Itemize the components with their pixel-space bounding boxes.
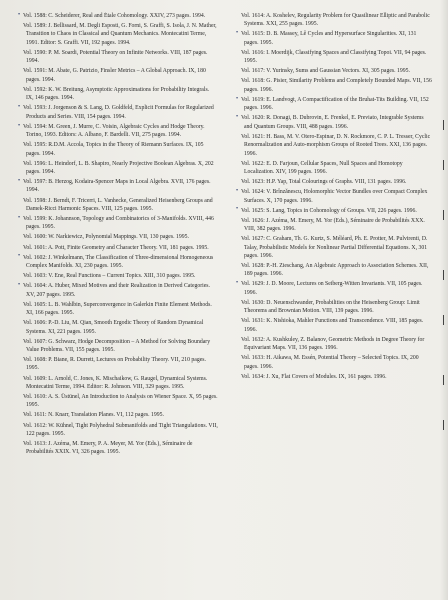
catalog-entry xyxy=(236,160,432,177)
catalog-entry xyxy=(18,141,218,158)
catalog-entry xyxy=(18,160,218,177)
catalog-entry xyxy=(18,422,218,439)
catalog-entry xyxy=(236,373,432,381)
entry-text: Vol. 1601: A. Pott, Finite Geometry and Character Theory. VII, 181 pages. 1995. xyxy=(23,244,209,251)
bullet-mark-icon: • xyxy=(18,122,21,129)
entry-text: Vol. 1623: H.P. Yap, Total Colourings of Graphs. VIII, 131 pages. 1996. xyxy=(241,179,407,186)
entry-text: Vol. 1589: J. Bellissard, M. Degli Esposti, G. Forni, S. Graffi, S. Isola, J. N. Mather, Transition to Chaos in Classical and Quantum Mechanics. Montecatini Terme, 1991. Editor: S. Graffi. VII, 192 pages. 1994. xyxy=(23,23,217,46)
catalog-entry xyxy=(18,104,218,121)
bullet-mark-icon: • xyxy=(18,104,21,111)
entry-text: Vol. 1590: P. M. Soardi, Potential Theory on Infinite Networks. VIII, 187 pages. 1994. xyxy=(23,49,208,65)
entry-text: Vol. 1612: W. Kühnel, Tight Polyhedral Submanifolds and Tight Triangulations. VII, 122 pages. 1995. xyxy=(23,422,218,437)
entry-text: Vol. 1619: E. Landvogt, A Compactification of the Bruhat-Tits Building. VII, 152 pages. 1996. xyxy=(241,96,429,112)
entry-text: Vol. 1618: G. Pisier, Similarity Problems and Completely Bounded Maps. VII, 156 pages. 1996. xyxy=(241,78,432,93)
bullet-mark-icon: • xyxy=(18,177,21,184)
catalog-entry xyxy=(18,356,218,373)
catalog-entry xyxy=(18,178,218,195)
catalog-entry xyxy=(236,299,432,316)
bullet-mark-icon: • xyxy=(236,188,239,194)
bullet-mark-icon: • xyxy=(236,114,239,121)
catalog-entry xyxy=(236,280,432,297)
entry-text: Vol. 1600: W. Narkiewicz, Polynomial Mappings. VII, 130 pages. 1995. xyxy=(23,234,189,241)
catalog-entry xyxy=(18,22,218,47)
catalog-entry xyxy=(18,86,218,103)
catalog-entry xyxy=(236,235,432,260)
bullet-mark-icon: • xyxy=(18,253,21,260)
entry-text: Vol. 1631: K. Nishioka, Mahler Functions and Transcendence. VIII, 185 pages. 1996. xyxy=(241,318,424,333)
entry-text: Vol. 1606: P.-D. Liu, M. Qian, Smooth Ergodic Theory of Random Dynamical Systems. XI, 221 pages. 1995. xyxy=(23,320,204,335)
entry-text: Vol. 1599: K. Johannson, Topology and Combinatorics of 3-Manifolds. XVIII, 446 pages. 1995. xyxy=(23,215,214,231)
catalog-entry xyxy=(18,272,218,280)
entry-text: Vol. 1628: P.-H. Zieschang, An Algebraic Approach to Association Schemes. XII, 189 pages. 1996. xyxy=(241,263,429,278)
catalog-entry xyxy=(18,123,218,140)
entry-text: Vol. 1595: R.D.M. Accola, Topics in the Theory of Riemann Surfaces. IX, 105 pages. 1994. xyxy=(23,142,204,157)
entry-text: Vol. 1610: A. S. Üstünel, An Introduction to Analysis on Wiener Space. X, 95 pages. 1995. xyxy=(23,393,218,409)
entry-text: Vol. 1626: J. Azéma, M. Emery, M. Yor (Eds.), Séminaire de Probabilités XXX. VIII, 382 pages. 1996. xyxy=(241,217,425,233)
entry-text: Vol. 1614: A. Koshelev, Regularity Problem for Quasilinear Elliptic and Parabolic Systems. XXI, 255 pages. 1995. xyxy=(241,13,430,28)
entry-text: Vol. 1633: H. Aikawa, M. Essén, Potential Theory – Selected Topics. IX, 200 pages. 1996. xyxy=(241,355,419,370)
bullet-mark-icon: • xyxy=(236,280,239,287)
catalog-entry xyxy=(18,440,218,457)
entry-text: Vol. 1625: S. Lang, Topics in Cohomology of Groups. VII, 226 pages. 1996. xyxy=(241,207,417,214)
entry-text: Vol. 1594: M. Green, J. Murre, C. Voisin, Algebraic Cycles and Hodge Theory. Torino, 1993. Editors: A. Albano, F. Bardelli. VII, 275 pages. 1994. xyxy=(23,123,205,139)
catalog-entry xyxy=(18,12,218,20)
entry-text: Vol. 1596: L. Heindorf, L. B. Shapiro, Nearly Projective Boolean Algebras. X, 202 pages. 1994. xyxy=(23,160,214,175)
bullet-mark-icon: • xyxy=(236,30,239,37)
entry-text: Vol. 1627: C. Graham, Th. G. Kurtz, S. Méléard, Ph. E. Protter, M. Pulvirenti, D. Talay, Probabilistic Models for Nonlinear Partial Differential Equations. X, 301 pages. 1996. xyxy=(241,236,428,259)
entry-text: Vol. 1617: V. Yurinsky, Sums and Gaussian Vectors. XI, 305 pages. 1995. xyxy=(241,68,410,75)
entry-text: Vol. 1630: D. Neuenschwander, Probabilities on the Heisenberg Group: Limit Theorems and Brownian Motion. VIII, 139 pages. 1996. xyxy=(241,299,420,315)
catalog-entry xyxy=(236,30,432,47)
bullet-mark-icon: • xyxy=(18,12,21,18)
catalog-entry xyxy=(236,317,432,334)
entry-text: Vol. 1632: A. Kushkuley, Z. Balanov, Geometric Methods in Degree Theory for Equivariant Maps. VII, 136 pages. 1996. xyxy=(241,336,425,352)
entry-text: Vol. 1607: G. Schwarz, Hodge Decomposition – A Method for Solving Boundary Value Problems. VII, 155 pages. 1995. xyxy=(23,338,211,353)
entry-text: Vol. 1588: C. Scheiderer, Real and Étale Cohomology. XXIV, 273 pages. 1994. xyxy=(23,13,206,19)
catalog-entry xyxy=(236,133,432,158)
entry-text: Vol. 1620: R. Donagi, B. Dubrovin, E. Frenkel, E. Previato, Integrable Systems and Quantum Groups. VIII, 488 pages. 1996. xyxy=(241,115,424,130)
catalog-entry xyxy=(18,282,218,299)
right-column xyxy=(236,12,432,600)
catalog-entry xyxy=(236,67,432,75)
left-column xyxy=(18,12,218,600)
catalog-entry xyxy=(236,207,432,215)
catalog-entry xyxy=(18,215,218,232)
catalog-entry xyxy=(18,411,218,419)
catalog-entry xyxy=(236,178,432,186)
entry-text: Vol. 1621: H. Bass, M. V. Otero-Espinar, D. N. Rockmore, C. P. L. Tresser, Cyclic Renormalization and Auto-morphism Groups of Rooted Trees. XXI, 136 pages. 1996. xyxy=(241,133,431,157)
bullet-mark-icon: • xyxy=(18,214,21,221)
bullet-mark-icon: • xyxy=(18,282,21,289)
entry-text: Vol. 1603: V. Ene, Real Functions – Current Topics. XIII, 310 pages. 1995. xyxy=(23,273,196,280)
entry-text: Vol. 1604: A. Huber, Mixed Motives and their Realization in Derived Categories. XV, 207 pages. 1995. xyxy=(23,283,210,298)
catalog-entry xyxy=(236,12,432,29)
bullet-mark-icon: • xyxy=(236,95,239,102)
catalog-entry xyxy=(18,197,218,214)
entry-text: Vol. 1634: J. Xu, Flat Covers of Modules. IX, 161 pages. 1996. xyxy=(241,373,387,380)
catalog-entry xyxy=(18,319,218,336)
catalog-entry xyxy=(236,77,432,94)
entry-text: Vol. 1622: E. D. Farjoun, Cellular Spaces, Null Spaces and Homotopy Localization. XIV, 199 pages. 1996. xyxy=(241,160,403,175)
catalog-entry xyxy=(18,338,218,355)
entry-text: Vol. 1591: M. Abate, G. Patrizio, Finsler Metrics – A Global Approach. IX, 180 pages. 1994. xyxy=(23,68,206,83)
entry-text: Vol. 1592: K. W. Breitung, Asymptotic Approximations for Probability Integrals. IX, 146 pages. 1994. xyxy=(23,86,210,102)
entry-text: Vol. 1615: D. B. Massey, Lê Cycles and Hypersurface Singularities. XI, 131 pages. 1995. xyxy=(241,31,417,46)
entry-text: Vol. 1598: J. Berndt, F. Tricerri, L. Vanhecke, Generalized Heisenberg Groups and Damek-Ricci Harmonic Spaces. VIII, 125 pages. 1995. xyxy=(23,197,213,212)
bullet-mark-icon: • xyxy=(236,206,239,213)
entry-text: Vol. 1613: J. Azéma, M. Emery, P. A. Meyer, M. Yor (Eds.), Séminaire de Probabilités XXIX. VI, 326 pages. 1995. xyxy=(23,441,193,456)
entry-text: Vol. 1605: L. B. Wahlbin, Superconvergence in Galerkin Finite Element Methods. XI, 166 pages. 1995. xyxy=(23,301,212,317)
page-edge-shadow xyxy=(440,0,448,600)
catalog-entry xyxy=(18,244,218,252)
catalog-entry xyxy=(18,67,218,84)
catalog-entry xyxy=(18,49,218,66)
catalog-entry xyxy=(18,393,218,410)
entry-text: Vol. 1608: P. Biane, R. Durrett, Lectures on Probability Theory. VII, 210 pages. 1995. xyxy=(23,357,206,372)
catalog-entry xyxy=(236,217,432,234)
entry-text: Vol. 1611: N. Knarr, Translation Planes. VI, 112 pages. 1995. xyxy=(23,412,164,419)
entry-text: Vol. 1616: I. Moerdijk, Classifying Spaces and Classifying Topoi. VII, 94 pages. 1995. xyxy=(241,49,427,65)
entry-text: Vol. 1593: J. Jorgenson & S. Lang, D. Goldfeld, Explicit Formulas for Regularized Products and Series. VIII, 154 pages. 1994. xyxy=(23,105,214,120)
catalog-entry xyxy=(18,233,218,241)
catalog-entry xyxy=(236,96,432,113)
catalog-entry xyxy=(236,262,432,279)
catalog-entry xyxy=(236,114,432,131)
catalog-entry xyxy=(236,336,432,353)
catalog-entry xyxy=(236,354,432,371)
entry-text: Vol. 1629: J. D. Moore, Lectures on Seiberg-Witten Invariants. VII, 105 pages. 1996. xyxy=(241,281,423,296)
catalog-entry xyxy=(236,188,432,205)
entry-text: Vol. 1624: V. Brînzănescu, Holomorphic Vector Bundles over Compact Complex Surfaces. X, 170 pages. 1996. xyxy=(241,189,428,204)
catalog-entry xyxy=(236,49,432,66)
catalog-entry xyxy=(18,375,218,392)
catalog-entry xyxy=(18,254,218,271)
catalog-entry xyxy=(18,301,218,318)
entry-text: Vol. 1609: L. Arnold, C. Jones, K. Mischaikow, G. Raugel, Dynamical Systems. Montecatini Terme, 1994. Editor: R. Johnson. VIII, 329 pages. 1995. xyxy=(23,375,208,390)
entry-text: Vol. 1602: J. Winkelmann, The Classification of Three-dimensional Homogeneous Complex Manifolds. XI, 230 pages. 1995. xyxy=(23,254,214,270)
entry-text: Vol. 1597: B. Herzog, Kodaira-Spencer Maps in Local Algebra. XVII, 176 pages. 1994. xyxy=(23,179,211,194)
